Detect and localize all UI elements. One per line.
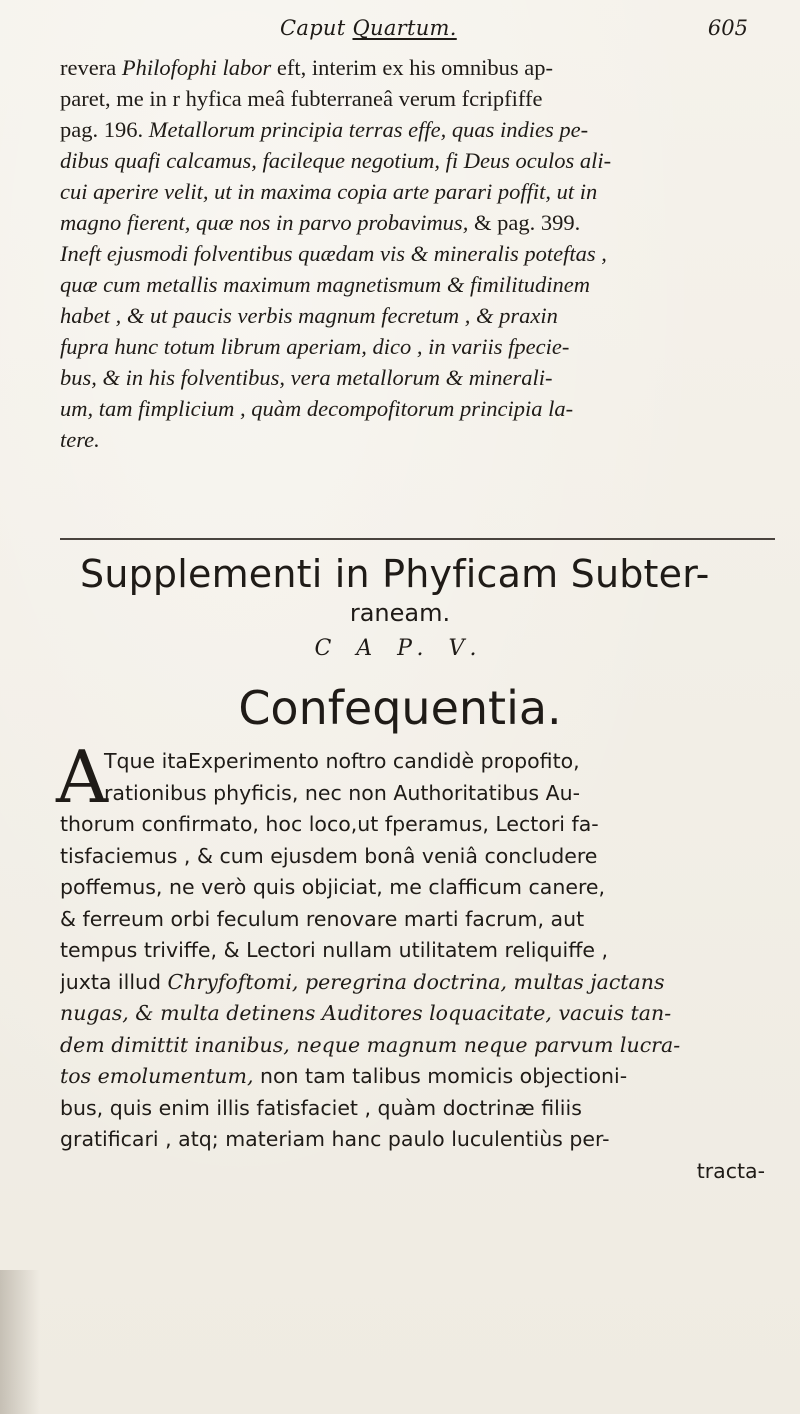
section-title-continued: raneam. [349, 599, 451, 627]
text-run-italic: tos emolumentum, [60, 1064, 254, 1088]
drop-cap: A [56, 735, 108, 819]
text-line [60, 176, 775, 207]
section-divider [60, 538, 775, 540]
text-run-italic: Philofophi labor [121, 55, 272, 80]
page-header [60, 12, 760, 50]
text-run-italic: cui aperire velit, ut in maxima copia arte parari poffit, ut in [60, 179, 598, 204]
text-line [60, 841, 775, 873]
text-line [60, 114, 775, 145]
section-title: Supplementi in Phyficam Subter- [80, 552, 710, 596]
text-run-italic: Metallorum principia terras effe, quas indies pe- [148, 117, 589, 142]
text-run: pag. 196. [60, 117, 149, 142]
text-run: thorum confirmato, hoc loco,ut fperamus, Lectori fa- [60, 812, 599, 836]
running-title-underlined: Quartum. [352, 16, 457, 40]
text-run: non tam talibus momicis objectioni- [253, 1064, 628, 1088]
section-heading: Confequentia. [238, 681, 562, 735]
text-run: juxta illud [60, 969, 168, 994]
text-run-italic: um, tam fimplicium , quàm decompofitorum principia la- [60, 396, 574, 421]
text-run-italic: nugas, & multa detinens Auditores loquacitate, vacuis tan- [60, 1001, 672, 1025]
text-run: bus, quis enim illis fatisfaciet , quàm doctrinæ filiis [60, 1095, 582, 1120]
text-line [60, 1093, 775, 1125]
text-line [60, 967, 775, 999]
text-line [60, 872, 775, 904]
text-line [60, 809, 775, 841]
catchword [60, 1156, 775, 1188]
paragraph-1 [60, 52, 775, 455]
text-run: revera [60, 55, 122, 80]
page-edge-shadow [0, 1270, 40, 1414]
text-run: tempus triviffe, & Lectori nullam utilitatem reliquiffe , [60, 938, 608, 962]
text-line [60, 269, 775, 300]
text-line [60, 393, 775, 424]
text-run: & ferreum orbi feculum renovare marti facrum, aut [60, 906, 585, 931]
text-run-italic: dibus quafi calcamus, facileque negotium, fi Deus oculos ali- [60, 148, 612, 173]
text-run-italic: magno fierent, quæ nos in parvo probavimus, [60, 210, 469, 235]
text-line [60, 998, 775, 1030]
text-line [60, 746, 775, 778]
text-line [60, 362, 775, 393]
text-run: poffemus, ne verò quis objiciat, me clafficum canere, [60, 875, 606, 899]
chapter-number: C A P. V. [314, 636, 486, 661]
text-line [60, 145, 775, 176]
text-run: rationibus phyficis, nec non Authoritatibus Au- [104, 780, 580, 805]
text-line [60, 424, 775, 455]
text-run: & pag. 399. [468, 210, 581, 235]
text-run: tracta- [696, 1158, 765, 1183]
text-line [60, 904, 775, 936]
running-title [280, 16, 457, 40]
text-run-italic: tere. [60, 427, 100, 452]
text-run-italic: Chryfoftomi, peregrina doctrina, multas jactans [167, 969, 665, 994]
paragraph-2 [60, 746, 775, 1187]
text-run-italic: habet , & ut paucis verbis magnum fecretum , & praxin [60, 303, 558, 328]
text-line [60, 83, 775, 114]
text-run: gratificari , atq; materiam hanc paulo luculentiùs per- [60, 1127, 610, 1151]
text-run-italic: Ineft ejusmodi folventibus quædam vis & mineralis poteftas , [60, 241, 607, 266]
text-run-italic: bus, & in his folventibus, vera metallorum & minerali- [60, 365, 553, 390]
text-line [60, 1030, 775, 1062]
text-line [60, 300, 775, 331]
text-line [60, 935, 775, 967]
text-line [60, 778, 775, 810]
text-run-italic: quæ cum metallis maximum magnetismum & fimilitudinem [60, 272, 590, 297]
text-line [60, 238, 775, 269]
text-run: tisfaciemus , & cum ejusdem bonâ veniâ concludere [60, 843, 598, 868]
text-line [60, 331, 775, 362]
text-line [60, 1124, 775, 1156]
text-run: Tque itaExperimento noftro candidè propofito, [104, 749, 580, 773]
text-run-italic: dem dimittit inanibus, neque magnum neque parvum lucra- [60, 1032, 681, 1057]
text-line [60, 52, 775, 83]
text-line [60, 207, 775, 238]
text-line [60, 1061, 775, 1093]
text-run-italic: fupra hunc totum librum aperiam, dico , in variis fpecie- [60, 334, 570, 359]
text-run: paret, me in r hyfica meâ fubterraneâ verum fcripfiffe [60, 86, 543, 111]
page-number: 605 [707, 16, 748, 40]
running-title-prefix: Caput [280, 16, 353, 40]
text-run: eft, interim ex his omnibus ap- [271, 55, 554, 80]
